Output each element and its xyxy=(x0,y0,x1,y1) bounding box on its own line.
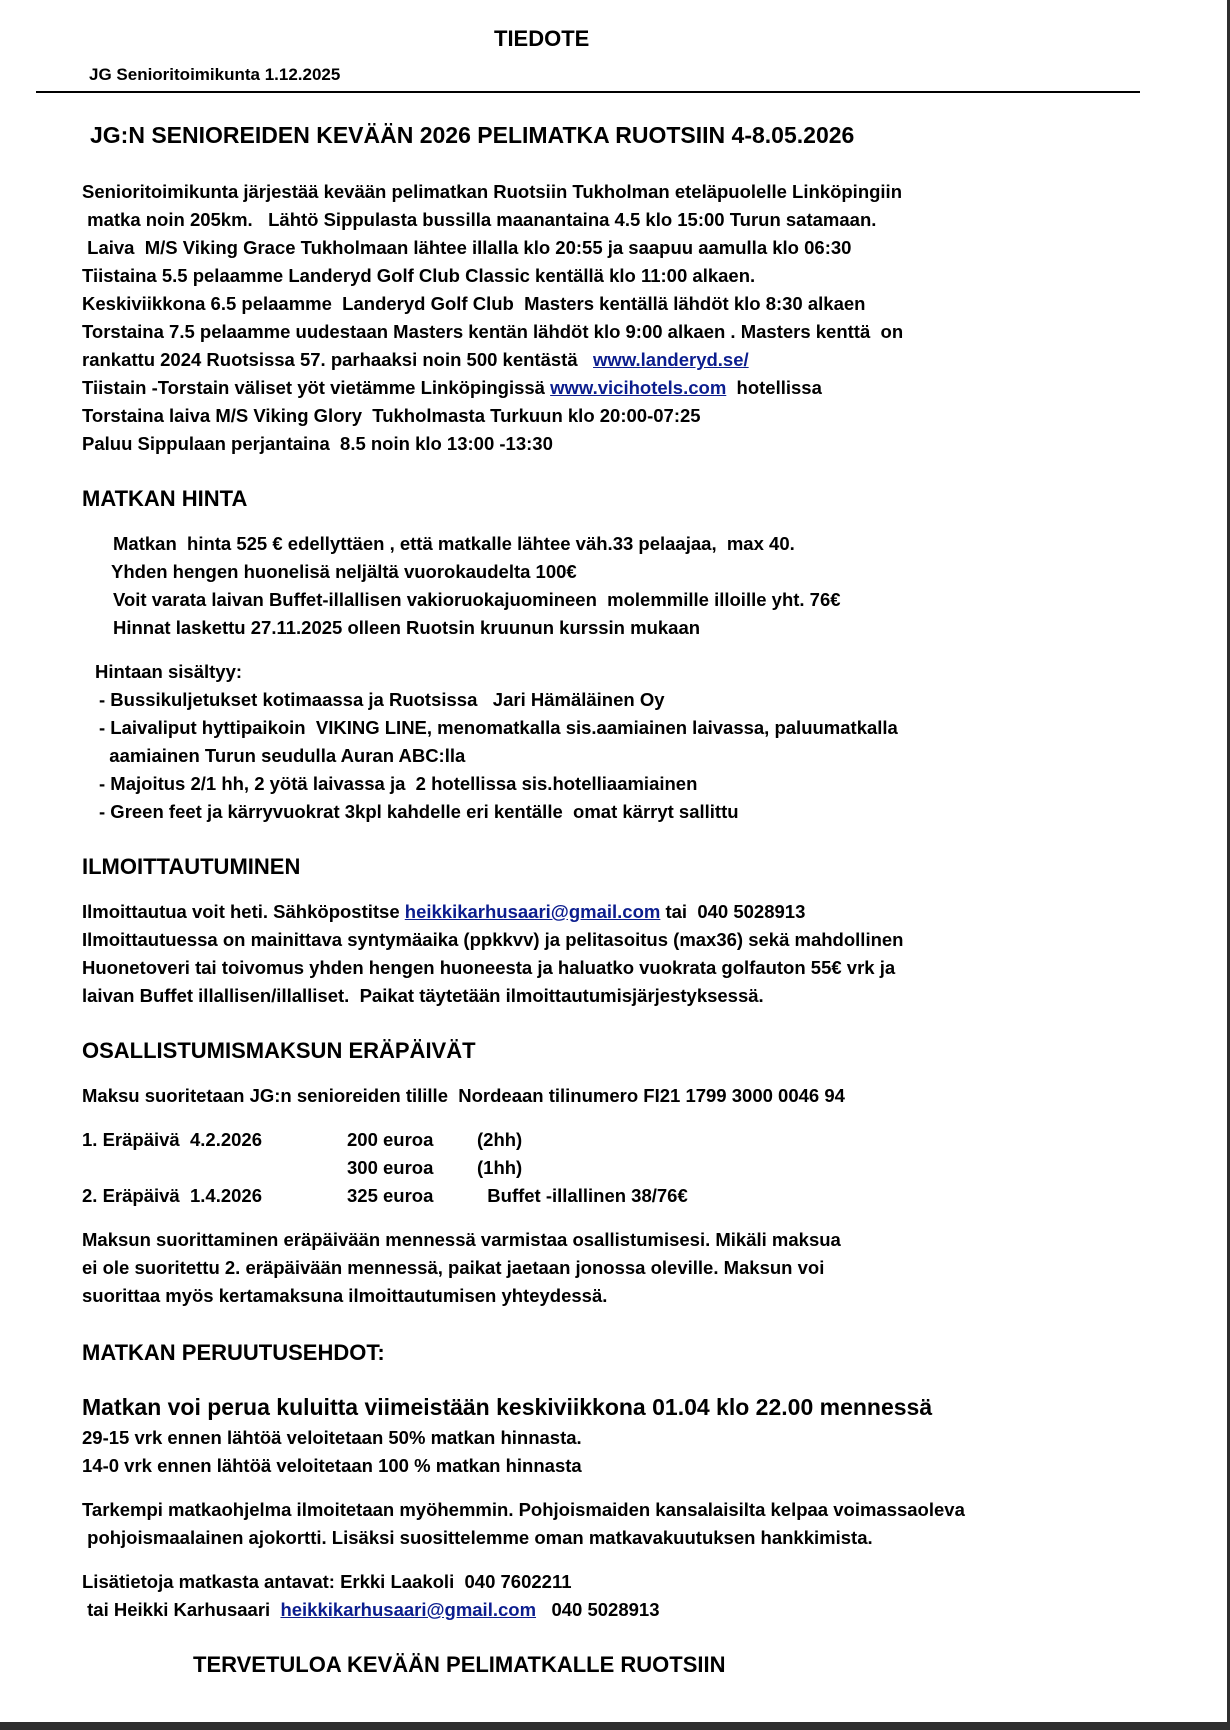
welcome-footer: TERVETULOA KEVÄÄN PELIMATKALLE RUOTSIIN xyxy=(193,1652,726,1677)
info-line-1: Tarkempi matkaohjelma ilmoitetaan myöhemmin. Pohjoismaiden kansalaisilta kelpaa voimassaoleva xyxy=(82,1499,965,1520)
payment-note-line-1: Maksun suorittaminen eräpäivään mennessä varmistaa osallistumisesi. Mikäli maksua xyxy=(82,1229,841,1250)
includes-item-3: - Majoitus 2/1 hh, 2 yötä laivassa ja 2 hotellissa sis.hotelliaamiainen xyxy=(99,773,698,794)
registration-line-1 xyxy=(82,898,805,926)
payment-due-2: 2. Eräpäivä 1.4.2026 xyxy=(82,1185,262,1206)
registration-line-3: Huonetoveri tai toivomus yhden hengen huoneesta ja haluatko vuokrata golfauton 55€ vrk ja xyxy=(82,957,896,978)
price-line-4: Hinnat laskettu 27.11.2025 olleen Ruotsin kruunun kurssin mukaan xyxy=(113,617,701,638)
contact-line-2-text: tai Heikki Karhusaari xyxy=(82,1599,281,1620)
payment-amount-1: 200 euroa xyxy=(347,1129,434,1150)
payment-note-2: (1hh) xyxy=(477,1157,523,1178)
contact-line-2 xyxy=(82,1596,659,1624)
main-heading: JG:N SENIOREIDEN KEVÄÄN 2026 PELIMATKA RUOTSIIN 4-8.05.2026 xyxy=(90,122,855,148)
payment-due-1: 1. Eräpäivä 4.2.2026 xyxy=(82,1129,262,1150)
email-link[interactable]: heikkikarhusaari@gmail.com xyxy=(404,901,661,922)
includes-item-1: - Bussikuljetukset kotimaassa ja Ruotsissa Jari Hämäläinen Oy xyxy=(99,689,665,710)
registration-line-1-text: Ilmoittautua voit heti. Sähköpostitse xyxy=(82,901,405,922)
document-subtitle: JG Senioritoimikunta 1.12.2025 xyxy=(89,65,341,84)
intro-line-7 xyxy=(82,346,749,374)
registration-line-2: Ilmoittautuessa on mainittava syntymäaika (ppkkvv) ja pelitasoitus (max36) sekä mahdollinen xyxy=(82,929,904,950)
cancellation-line-2: 14-0 vrk ennen lähtöä veloitetaan 100 % matkan hinnasta xyxy=(82,1455,582,1476)
price-line-1: Matkan hinta 525 € edellyttäen , että matkalle lähtee väh.33 pelaajaa, max 40. xyxy=(113,533,795,554)
intro-line-1: Senioritoimikunta järjestää kevään pelimatkan Ruotsiin Tukholman eteläpuolelle Linköpingiin xyxy=(82,181,902,202)
payment-note-line-3: suorittaa myös kertamaksuna ilmoittautumisen yhteydessä. xyxy=(82,1285,608,1306)
contact-line-1: Lisätietoja matkasta antavat: Erkki Laakoli 040 7602211 xyxy=(82,1571,572,1592)
intro-line-8-text: Tiistain -Torstain väliset yöt vietämme Linköpingissä xyxy=(82,377,551,398)
intro-line-4: Tiistaina 5.5 pelaamme Landeryd Golf Club Classic kentällä klo 11:00 alkaen. xyxy=(82,265,756,286)
includes-item-2: - Laivaliput hyttipaikoin VIKING LINE, menomatkalla sis.aamiainen laivassa, paluumatkalla xyxy=(99,717,898,738)
contact-phone: 040 5028913 xyxy=(536,1599,660,1620)
payment-heading: OSALLISTUMISMAKSUN ERÄPÄIVÄT xyxy=(82,1038,476,1063)
price-line-3: Voit varata laivan Buffet-illallisen vakioruokajuomineen molemmille illoille yht. 76€ xyxy=(113,589,841,610)
payment-account: Maksu suoritetaan JG:n senioreiden tilille Nordeaan tilinumero FI21 1799 3000 0046 94 xyxy=(82,1085,845,1106)
document-title: TIEDOTE xyxy=(494,26,590,51)
includes-item-4: - Green feet ja kärryvuokrat 3kpl kahdelle eri kentälle omat kärryt sallittu xyxy=(99,801,739,822)
intro-line-9: Torstaina laiva M/S Viking Glory Tukholmasta Turkuun klo 20:00-07:25 xyxy=(82,405,701,426)
intro-line-6: Torstaina 7.5 pelaamme uudestaan Masters kentän lähdöt klo 9:00 alkaen . Masters kenttä on xyxy=(82,321,904,342)
price-line-2: Yhden hengen huonelisä neljältä vuorokaudelta 100€ xyxy=(111,561,577,582)
includes-label: Hintaan sisältyy: xyxy=(95,661,243,682)
intro-line-7-text: rankattu 2024 Ruotsissa 57. parhaaksi noin 500 kentästä xyxy=(82,349,594,370)
payment-note-line-2: ei ole suoritettu 2. eräpäivään mennessä, paikat jaetaan jonossa oleville. Maksun voi xyxy=(82,1257,825,1278)
intro-line-8 xyxy=(82,374,822,402)
payment-amount-3: 325 euroa xyxy=(347,1185,434,1206)
price-heading: MATKAN HINTA xyxy=(82,486,248,511)
landeryd-link[interactable]: www.landeryd.se/ xyxy=(593,349,749,370)
header-divider xyxy=(36,91,1140,93)
vicihotels-link[interactable]: www.vicihotels.com xyxy=(550,377,727,398)
intro-line-8-after: hotellissa xyxy=(726,377,822,398)
cancellation-heading: MATKAN PERUUTUSEHDOT: xyxy=(82,1340,385,1365)
contact-email-link[interactable]: heikkikarhusaari@gmail.com xyxy=(280,1599,537,1620)
payment-amount-2: 300 euroa xyxy=(347,1157,434,1178)
intro-line-10: Paluu Sippulaan perjantaina 8.5 noin klo 13:00 -13:30 xyxy=(82,433,553,454)
registration-heading: ILMOITTAUTUMINEN xyxy=(82,854,301,879)
registration-phone: tai 040 5028913 xyxy=(660,901,806,922)
registration-line-4: laivan Buffet illallisen/illalliset. Paikat täytetään ilmoittautumisjärjestyksessä. xyxy=(82,985,764,1006)
intro-line-3: Laiva M/S Viking Grace Tukholmaan lähtee illalla klo 20:55 ja saapuu aamulla klo 06:30 xyxy=(82,237,852,258)
info-line-2: pohjoismaalainen ajokortti. Lisäksi suosittelemme oman matkavakuutuksen hankkimista. xyxy=(82,1527,873,1548)
intro-line-2: matka noin 205km. Lähtö Sippulasta bussilla maanantaina 4.5 klo 15:00 Turun satamaan. xyxy=(82,209,877,230)
payment-note-3: Buffet -illallinen 38/76€ xyxy=(477,1185,688,1206)
page-edge-bottom xyxy=(0,1722,1230,1730)
payment-note-1: (2hh) xyxy=(477,1129,523,1150)
includes-item-2-cont: aamiainen Turun seudulla Auran ABC:lla xyxy=(99,745,466,766)
cancellation-line-1: 29-15 vrk ennen lähtöä veloitetaan 50% matkan hinnasta. xyxy=(82,1427,582,1448)
cancellation-main: Matkan voi perua kuluitta viimeistään keskiviikkona 01.04 klo 22.00 mennessä xyxy=(82,1394,933,1420)
intro-line-5: Keskiviikkona 6.5 pelaamme Landeryd Golf Club Masters kentällä lähdöt klo 8:30 alkaen xyxy=(82,293,866,314)
